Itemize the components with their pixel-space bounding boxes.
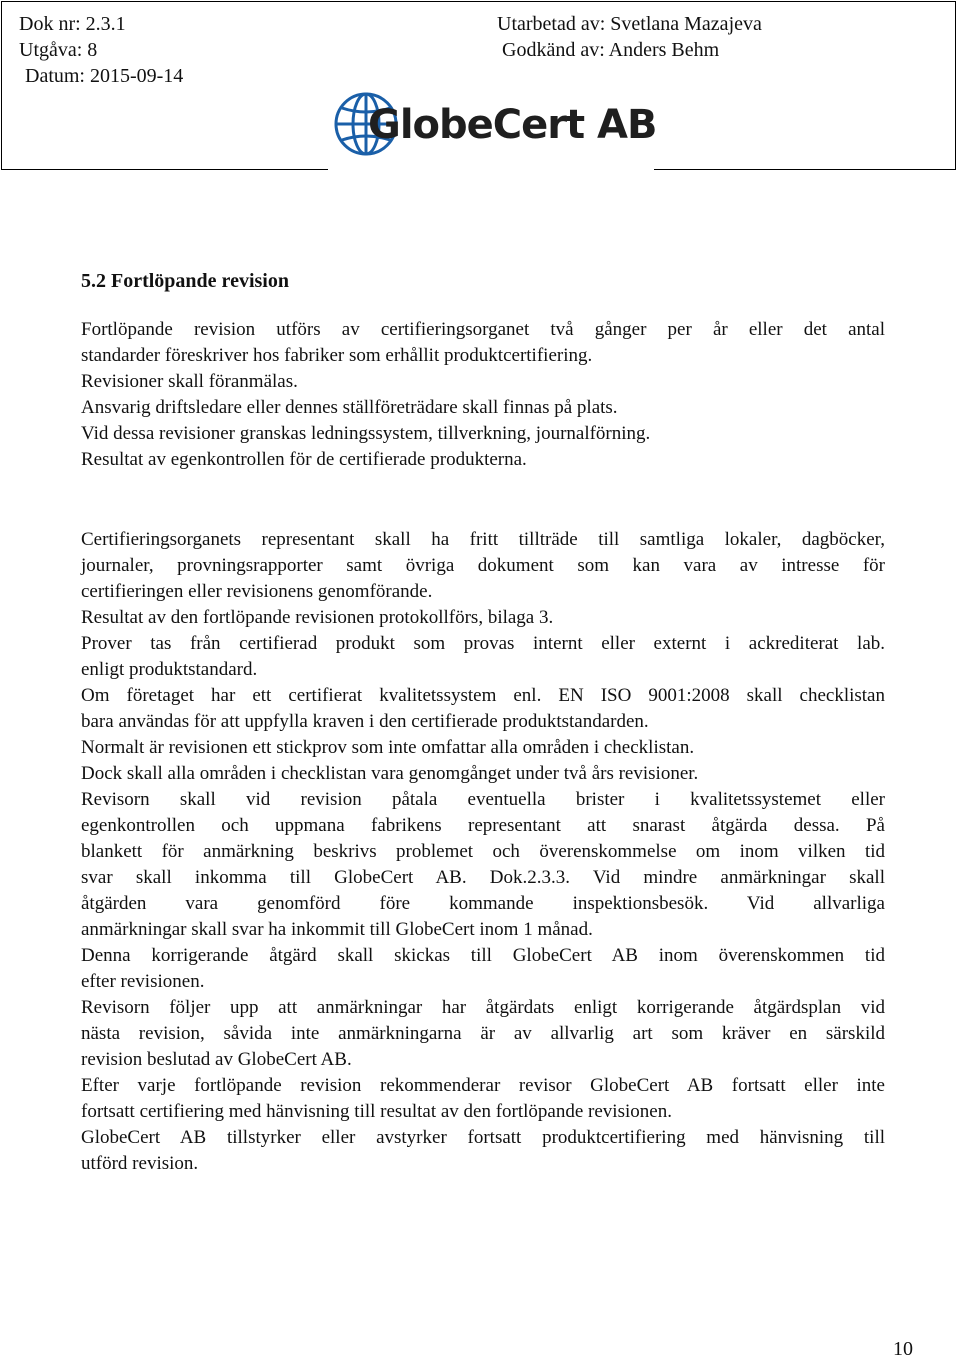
- edition: Utgåva: 8: [19, 39, 98, 61]
- text-line: bara användas för att uppfylla kraven i den certifierade produktstandarden.: [81, 711, 649, 732]
- document-header: [1, 1, 956, 170]
- date: Datum: 2015-09-14: [25, 65, 184, 87]
- text-line: Normalt är revisionen ett stickprov som inte omfattar alla områden i checklistan.: [81, 737, 695, 758]
- text-line: Resultat av den fortlöpande revisionen protokollförs, bilaga 3.: [81, 607, 554, 628]
- page-number: 10: [893, 1338, 913, 1360]
- text-line: efter revisionen.: [81, 971, 205, 992]
- text-line: åtgärden vara genomförd före kommande inspektionsbesök. Vid allvarliga: [81, 893, 885, 914]
- text-line: Vid dessa revisioner granskas ledningssystem, tillverkning, journalförning.: [81, 423, 651, 444]
- section-title: 5.2 Fortlöpande revision: [81, 270, 289, 292]
- text-line: fortsatt certifiering med hänvisning till resultat av den fortlöpande revisionen.: [81, 1101, 672, 1122]
- text-line: certifieringen eller revisionens genomförande.: [81, 581, 433, 602]
- text-line: Certifieringsorganets representant skall ha fritt tillträde till samtliga lokaler, dagböcker,: [81, 529, 885, 550]
- text-line: Prover tas från certifierad produkt som provas internt eller externt i ackrediterat lab.: [81, 633, 885, 654]
- text-line: svar skall inkomma till GlobeCert AB. Dok.2.3.3. Vid mindre anmärkningar skall: [81, 867, 885, 888]
- logo-text: GlobeCert AB: [368, 102, 657, 148]
- globecert-logo: [330, 88, 657, 160]
- text-line: utförd revision.: [81, 1153, 199, 1174]
- text-line: egenkontrollen och uppmana fabrikens representant att snarast åtgärda dessa. På: [81, 815, 885, 836]
- text-line: Dock skall alla områden i checklistan vara genomgånget under två års revisioner.: [81, 763, 699, 784]
- text-line: Denna korrigerande åtgärd skall skickas till GlobeCert AB inom överenskommen tid: [81, 945, 885, 966]
- text-line: Ansvarig driftsledare eller dennes ställföreträdare skall finnas på plats.: [81, 397, 618, 418]
- prepared-by: Utarbetad av: Svetlana Mazajeva: [497, 13, 762, 35]
- text-line: nästa revision, såvida inte anmärkningarna är av allvarlig art som kräver en särskild: [81, 1023, 885, 1044]
- text-line: anmärkningar skall svar ha inkommit till GlobeCert inom 1 månad.: [81, 919, 593, 940]
- approved-by: Godkänd av: Anders Behm: [502, 39, 720, 61]
- text-line: Efter varje fortlöpande revision rekommenderar revisor GlobeCert AB fortsatt eller inte: [81, 1075, 885, 1096]
- text-line: Revisorn följer upp att anmärkningar har åtgärdats enligt korrigerande åtgärdsplan vid: [81, 997, 885, 1018]
- text-line: Revisorn skall vid revision påtala eventuella brister i kvalitetssystemet eller: [81, 789, 885, 810]
- text-line: standarder föreskriver hos fabriker som erhållit produktcertifiering.: [81, 345, 593, 366]
- text-line: Revisioner skall föranmälas.: [81, 371, 298, 392]
- paragraph-intro: [81, 317, 885, 473]
- text-line: journaler, provningsrapporter samt övriga dokument som kan vara av intresse för: [81, 555, 885, 576]
- text-line: Resultat av egenkontrollen för de certifierade produkterna.: [81, 449, 527, 470]
- text-line: Fortlöpande revision utförs av certifieringsorganet två gånger per år eller det antal: [81, 319, 885, 340]
- text-line: GlobeCert AB tillstyrker eller avstyrker fortsatt produktcertifiering med hänvisning till: [81, 1127, 885, 1148]
- paragraph-main: [81, 527, 885, 1177]
- text-line: revision beslutad av GlobeCert AB.: [81, 1049, 352, 1070]
- text-line: blankett för anmärkning beskrivs problemet och överenskommelse om inom vilken tid: [81, 841, 885, 862]
- text-line: enligt produktstandard.: [81, 659, 258, 680]
- doc-number: Dok nr: 2.3.1: [19, 13, 126, 35]
- text-line: Om företaget har ett certifierat kvalitetssystem enl. EN ISO 9001:2008 skall checklistan: [81, 685, 885, 706]
